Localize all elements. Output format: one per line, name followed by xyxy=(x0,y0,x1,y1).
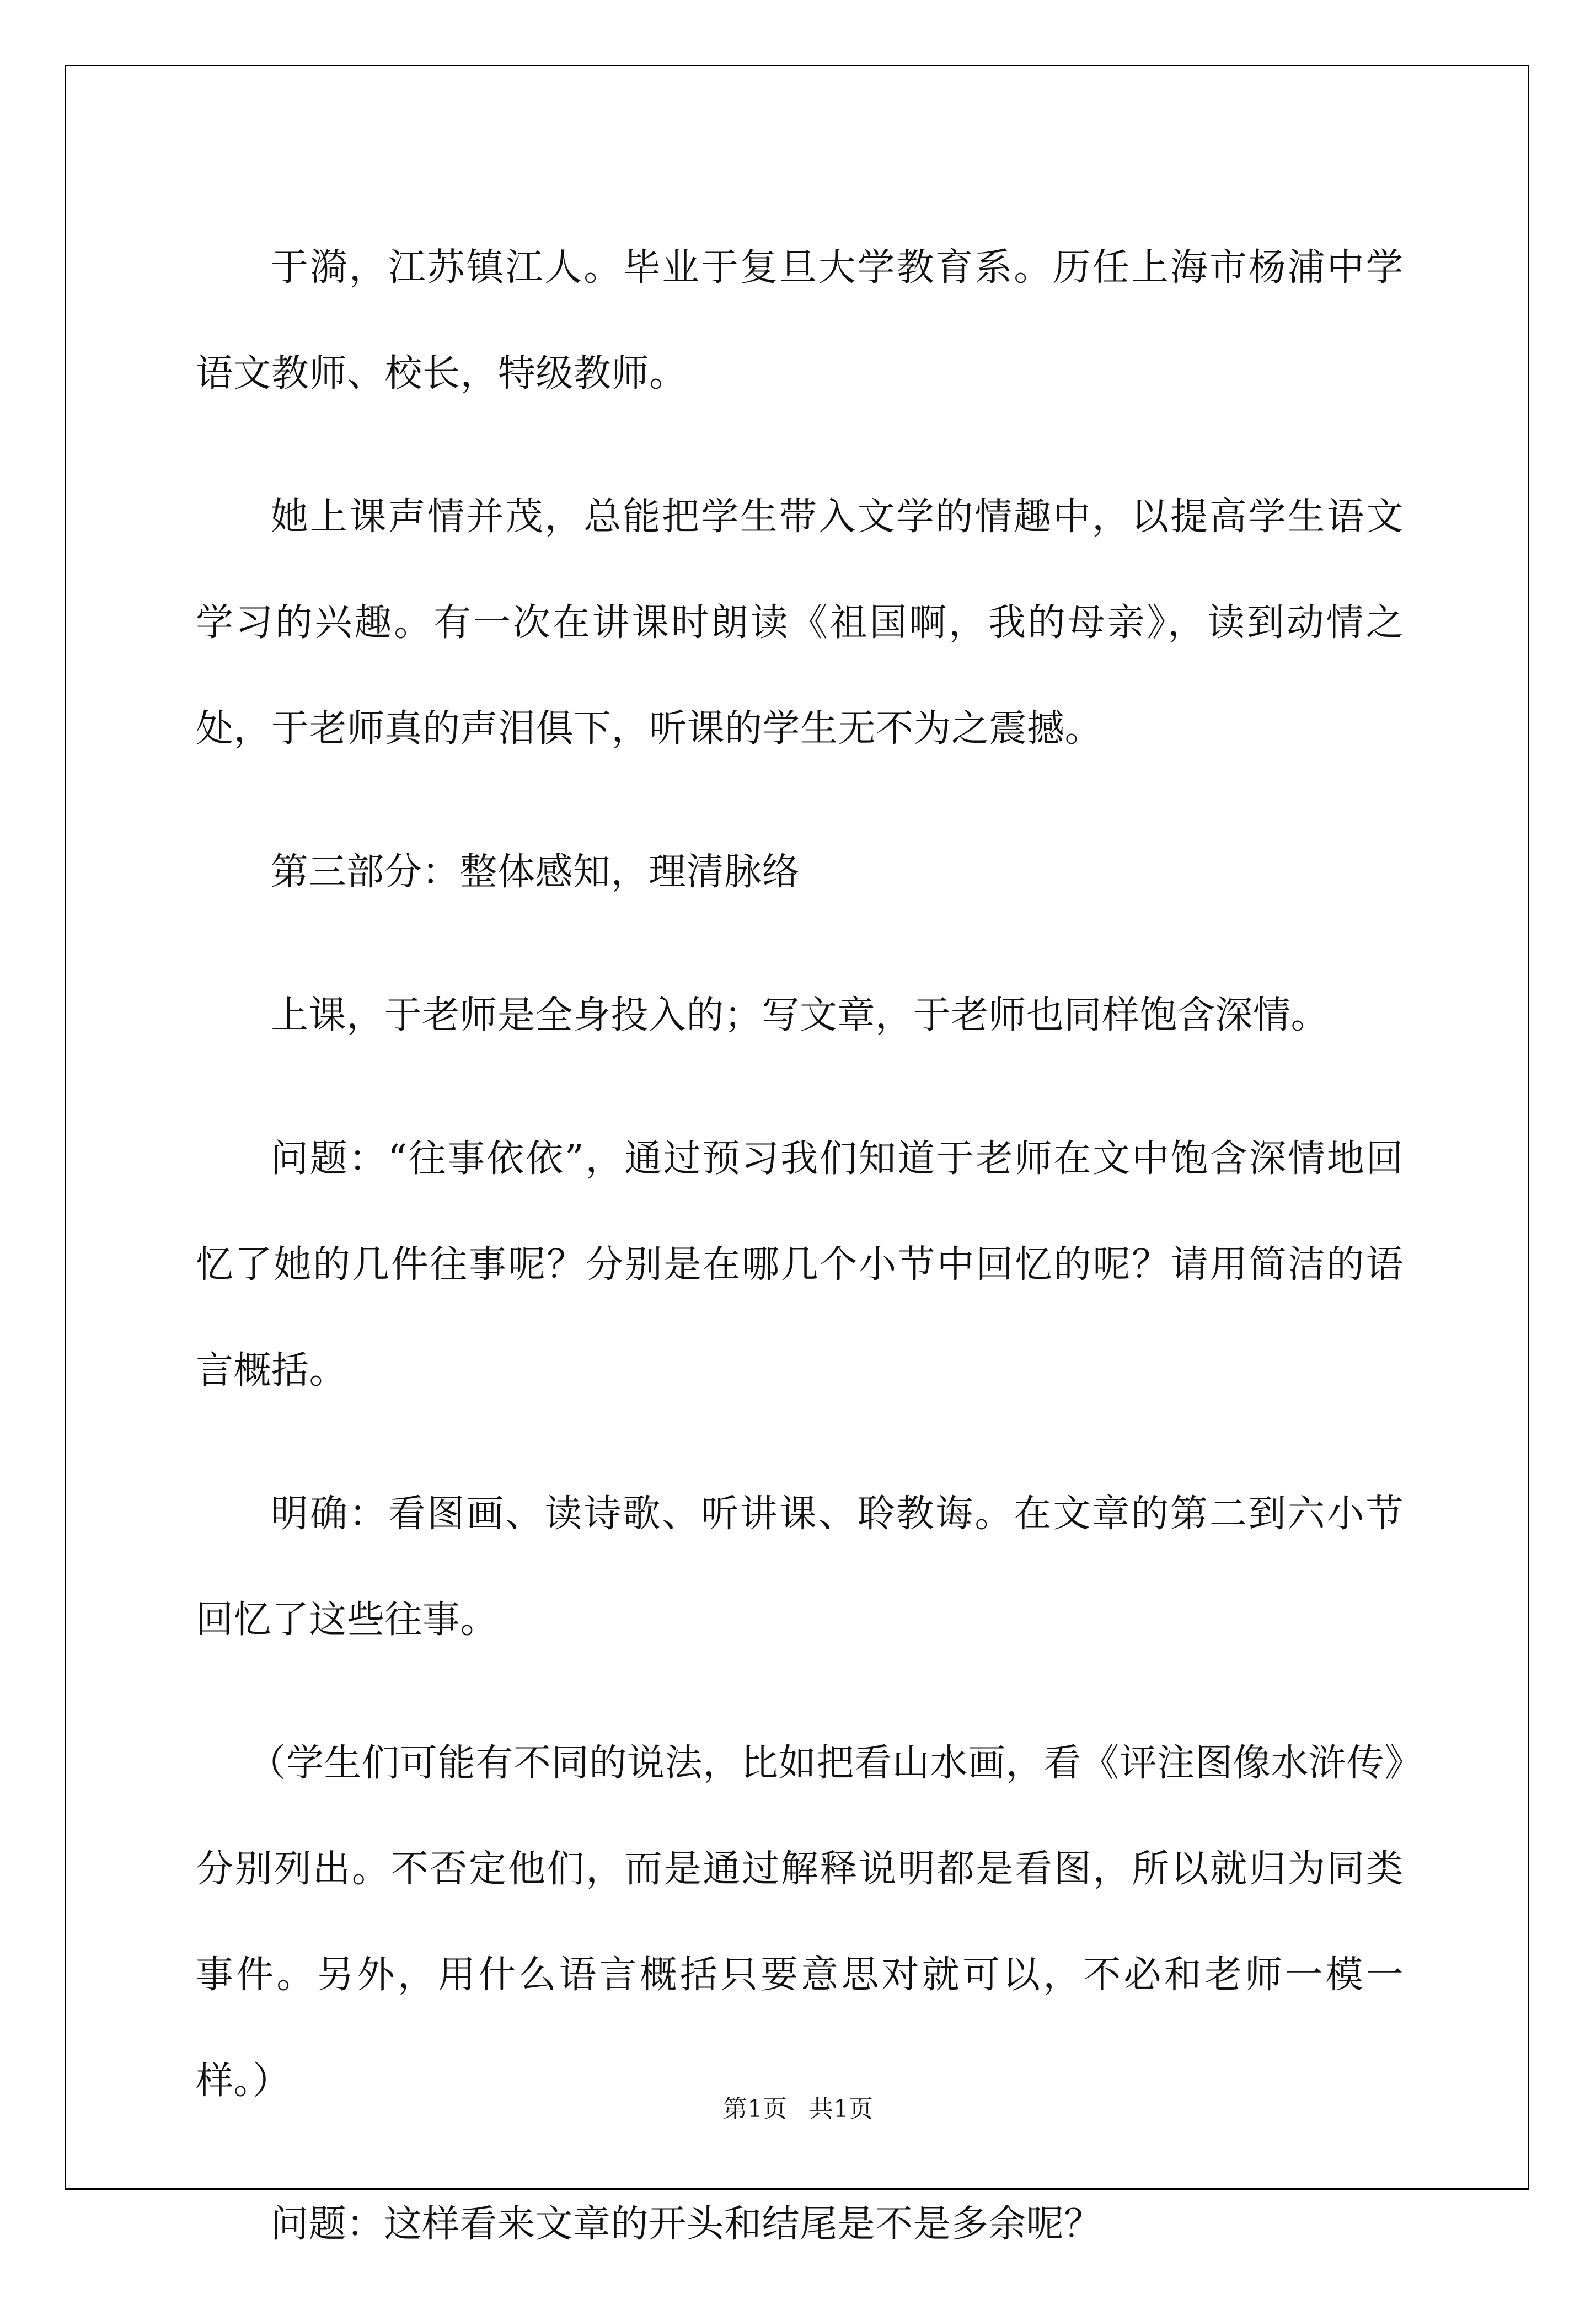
paragraph-lesson-intro: 上课，于老师是全身投入的；写文章，于老师也同样饱含深情。 xyxy=(271,994,1329,1037)
paragraph-question-one: 问题：“往事依依”，通过预习我们知道于老师在文中饱含深情地回忆了她的几件往事呢？分别是在哪几个小节中回忆的呢？请用简洁的语言概括。 xyxy=(196,1137,1404,1392)
paragraph-teacher-note: （学生们可能有不同的说法，比如把看山水画，看《评注图像水浒传》分别列出。不否定他们，而是通过解释说明都是看图，所以就归为同类事件。另外，用什么语言概括只要意思对就可以，不必和老师一模一样。） xyxy=(196,1741,1404,2103)
page-number: 第1页 xyxy=(723,2095,787,2123)
page-footer xyxy=(0,2093,1596,2126)
paragraph-teaching-style: 她上课声情并茂，总能把学生带入文学的情趣中，以提高学生语文学习的兴趣。有一次在讲课时朗读《祖国啊，我的母亲》，读到动情之处，于老师真的声泪俱下，听课的学生无不为之震撼。 xyxy=(196,495,1404,751)
paragraph-question-two: 问题：这样看来文章的开头和结尾是不是多余呢？ xyxy=(271,2203,1102,2246)
page-total: 共1页 xyxy=(809,2095,873,2123)
document-body xyxy=(196,215,1404,2315)
paragraph-author-intro: 于漪，江苏镇江人。毕业于复旦大学教育系。历任上海市杨浦中学语文教师、校长，特级教师。 xyxy=(196,246,1404,395)
section-heading-part-three: 第三部分：整体感知，理清脉络 xyxy=(271,850,800,894)
paragraph-answer-one: 明确：看图画、读诗歌、听讲课、聆教诲。在文章的第二到六小节回忆了这些往事。 xyxy=(196,1492,1404,1642)
